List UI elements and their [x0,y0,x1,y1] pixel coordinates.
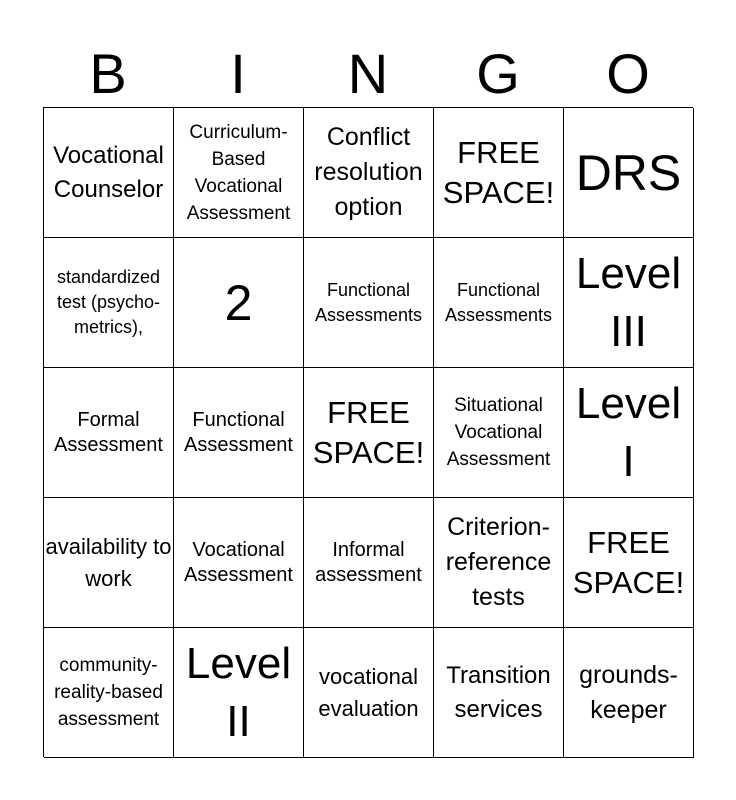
cell-text: Vocational Assessment [184,538,293,586]
bingo-header [43,42,693,106]
bingo-cell-r3-c5[interactable] [564,368,694,498]
cell-text: Informal assessment [315,538,422,586]
cell-text: FREE SPACE! [312,394,425,470]
bingo-cell-r5-c4[interactable] [434,628,564,758]
cell-text: standardized test (psycho-metrics), [56,267,161,337]
cell-text: Formal Assessment [54,408,163,456]
bingo-cell-r4-c3[interactable] [304,498,434,628]
bingo-cell-r2-c3[interactable] [304,238,434,368]
header-letter-o: O [606,42,650,105]
cell-text: Functional Assessments [314,279,423,325]
cell-text: availability to work [45,533,172,591]
bingo-cell-r2-c4[interactable] [434,238,564,368]
cell-text: Level III [575,248,682,356]
cell-text: Vocational Counselor [53,141,164,203]
cell-text: Curriculum-Based Vocational Assessment [186,121,291,224]
bingo-cell-r3-c4[interactable] [434,368,564,498]
bingo-cell-r1-c2[interactable] [174,108,304,238]
cell-text: Criterion-reference tests [445,513,552,611]
cell-text: Functional Assessment [184,408,293,456]
bingo-cell-r1-c5[interactable] [564,108,694,238]
cell-text: Level I [575,378,682,486]
bingo-cell-r4-c1[interactable] [44,498,174,628]
cell-text: FREE SPACE! [572,524,685,600]
cell-text: Conflict resolution option [314,123,423,221]
cell-text: 2 [224,274,253,331]
bingo-cell-r5-c3[interactable] [304,628,434,758]
cell-text: Functional Assessments [444,279,553,325]
bingo-cell-r4-c2[interactable] [174,498,304,628]
bingo-cell-r2-c1[interactable] [44,238,174,368]
header-letter-i: I [230,42,246,105]
bingo-cell-r5-c1[interactable] [44,628,174,758]
cell-text: Level II [185,638,292,746]
cell-text: FREE SPACE! [442,134,555,210]
cell-text: community-reality-based assessment [54,655,163,730]
bingo-cell-r3-c1[interactable] [44,368,174,498]
bingo-cell-r1-c4[interactable] [434,108,564,238]
header-letter-b: B [89,42,127,105]
bingo-cell-r5-c5[interactable] [564,628,694,758]
bingo-cell-r1-c1[interactable] [44,108,174,238]
bingo-cell-r1-c3[interactable] [304,108,434,238]
cell-text: Transition services [446,661,551,723]
cell-text: grounds-keeper [579,660,678,724]
bingo-cell-r3-c3[interactable] [304,368,434,498]
cell-text: Situational Vocational Assessment [446,395,551,470]
bingo-cell-r2-c5[interactable] [564,238,694,368]
bingo-board [43,107,693,757]
header-letter-g: G [476,42,520,105]
header-letter-n: N [347,42,389,105]
bingo-cell-r4-c5[interactable] [564,498,694,628]
bingo-cell-r3-c2[interactable] [174,368,304,498]
cell-text: vocational evaluation [318,663,419,721]
cell-text: DRS [575,144,682,201]
bingo-cell-r5-c2[interactable] [174,628,304,758]
bingo-cell-r2-c2[interactable] [174,238,304,368]
bingo-cell-r4-c4[interactable] [434,498,564,628]
